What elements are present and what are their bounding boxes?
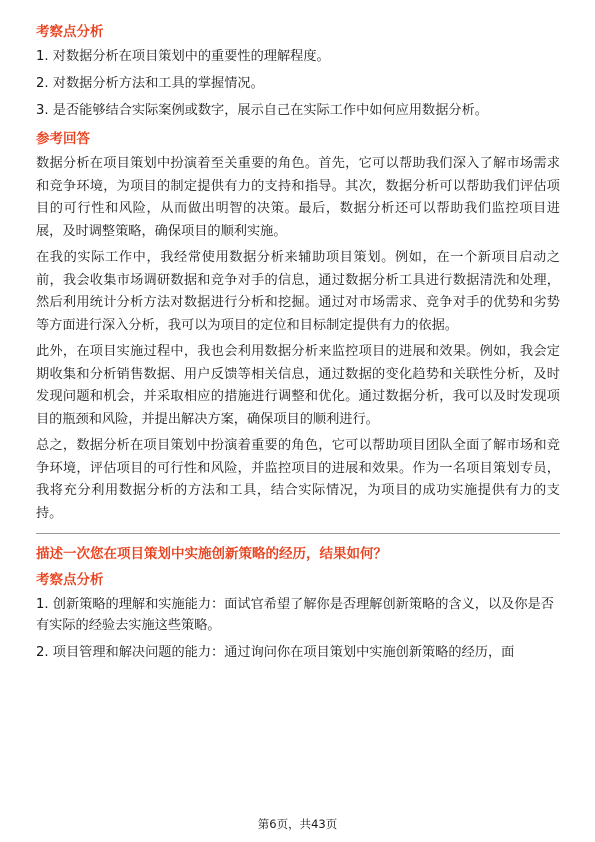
- section-divider: [36, 533, 560, 534]
- document-page: [36, 22, 560, 669]
- answer-paragraph: 总之，数据分析在项目策划中扮演着重要的角色，它可以帮助项目团队全面了解市场和竞争环境，评估项目的可行性和风险，并监控项目的进展和效果。作为一名项目策划专员，我将充分利用数据分析的方法和工具，结合实际情况，为项目的成功实施提供有力的支持。: [36, 438, 560, 521]
- list-item: 3. 是否能够结合实际案例或数字，展示自己在实际工作中如何应用数据分析。: [36, 103, 488, 118]
- list-item: 2. 对数据分析方法和工具的掌握情况。: [36, 76, 264, 91]
- list-item: 1. 创新策略的理解和实施能力：面试官希望了解你是否理解创新策略的含义，以及你是否有实际的经验去实施这些策略。: [36, 597, 554, 633]
- section-heading: 考察点分析: [36, 572, 104, 588]
- page-number: 第6页，共43页: [257, 817, 338, 831]
- answer-paragraph: 在我的实际工作中，我经常使用数据分析来辅助项目策划。例如，在一个新项目启动之前，我会收集市场调研数据和竞争对手的信息，通过数据分析工具进行数据清洗和处理，然后利用统计分析方法对数据进行分析和挖掘。通过对市场需求、竞争对手的优势和劣势等方面进行深入分析，我可以为项目的定位和目标制定提供有力的依据。: [36, 250, 560, 333]
- question-title: 描述一次您在项目策划中实施创新策略的经历，结果如何？: [36, 546, 387, 562]
- answer-paragraph: 此外，在项目实施过程中，我也会利用数据分析来监控项目的进展和效果。例如，我会定期收集和分析销售数据、用户反馈等相关信息，通过数据的变化趋势和关联性分析，及时发现问题和机会，并采取相应的措施进行调整和优化。通过数据分析，我可以及时发现项目的瓶颈和风险，并提出解决方案，确保项目的顺利进行。: [36, 344, 560, 427]
- answer-heading: 参考回答: [36, 131, 90, 147]
- list-item: 1. 对数据分析在项目策划中的重要性的理解程度。: [36, 49, 330, 64]
- section-heading: 考察点分析: [36, 24, 104, 40]
- list-item: 2. 项目管理和解决问题的能力：通过询问你在项目策划中实施创新策略的经历，面: [36, 645, 515, 660]
- answer-paragraph: 数据分析在项目策划中扮演着至关重要的角色。首先，它可以帮助我们深入了解市场需求和竞争环境，为项目的制定提供有力的支持和指导。其次，数据分析可以帮助我们评估项目的可行性和风险，从而做出明智的决策。最后，数据分析还可以帮助我们监控项目进展，及时调整策略，确保项目的顺利实施。: [36, 156, 560, 239]
